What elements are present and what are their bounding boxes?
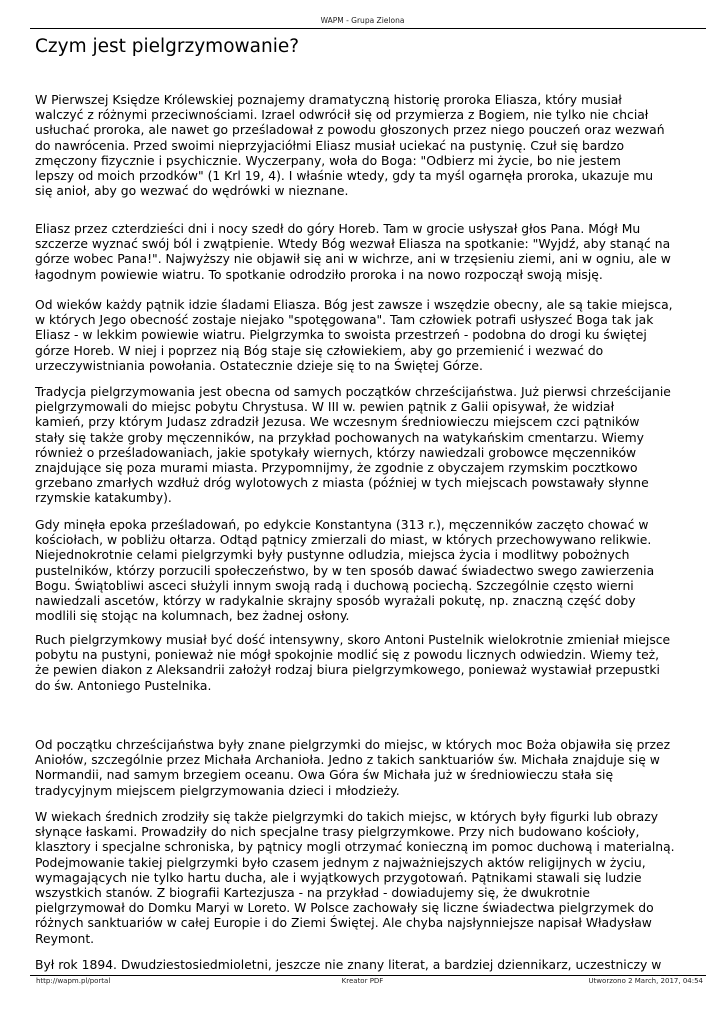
text-line: Eliasz przez czterdzieści dni i nocy szedł do góry Horeb. Tam w grocie usłyszał głos Pana. Mógł Mu — [35, 222, 641, 236]
text-line: znajdujące się poza murami miasta. Przypomnijmy, że zgodnie z obyczajem rzymskim pocztkowo — [35, 461, 638, 476]
text-line: pustelników, którzy porzucili społeczeństwo, by w ten sposób dawać świadectwo swego zawierzenia — [35, 563, 655, 578]
text-line: w których Jego obecność zostaje niejako "spotęgowana". Tam człowiek potrafi usłyszeć Boga tak jak — [35, 313, 654, 328]
paragraph — [35, 958, 690, 973]
paragraph — [35, 385, 690, 507]
text-line: Ruch pielgrzymkowy musiał być dość intensywny, skoro Antoni Pustelnik wielokrotnie zmieniał miejsce — [35, 633, 671, 647]
text-line: wymagających nie tylko hartu ducha, ale i wyjątkowych przygotowań. Pątnikami stawali się ludzie — [35, 870, 642, 885]
text-line: górze Horeb. W niej i poprzez nią Bóg staje się człowiekiem, aby go przemienić i wezwać do — [35, 343, 604, 358]
header-rule — [30, 28, 706, 29]
text-line: tradycyjnym miejscem pielgrzymowania dzieci i młodzieży. — [35, 783, 400, 798]
text-line: kościołach, w pobliżu ołtarza. Odtąd pątnicy zmierzali do miast, w których przechowywano relikwie. — [35, 533, 652, 548]
paragraph — [35, 738, 690, 799]
paragraph — [35, 222, 690, 283]
text-line: również o prześladowaniach, jakie spotykały wiernych, którzy nawiedzali grobowce męczenników — [35, 445, 637, 460]
text-line: słynące łaskami. Prowadziły do nich specjalne trasy pielgrzymkowe. Przy nich budowano kościoły, — [35, 825, 640, 840]
text-line: Niejednokrotnie celami pielgrzymki były pustynne odludzia, miejsca życia i modlitwy pobożnych — [35, 548, 630, 563]
text-line: Od wieków każdy pątnik idzie śladami Eliasza. Bóg jest zawsze i wszędzie obecny, ale są takie miejsca, — [35, 298, 673, 312]
text-line: lepszy od moich przodków" (1 Krl 19, 4). I właśnie wtedy, gdy ta myśl ogarnęła proroka, ukazuje mu — [35, 169, 654, 184]
text-line: górze wobec Pana!". Najwyższy nie objawił się ani w wichrze, ani w trzęsieniu ziemi, ani w ogniu, ale w — [35, 252, 671, 267]
text-line: szczerze wyznać swój ból i zwątpienie. Wtedy Bóg wezwał Eliasza na spotkanie: "Wyjdź, aby stanąć na — [35, 237, 671, 252]
footer-timestamp: Utworzono 2 March, 2017, 04:54 — [588, 977, 703, 985]
footer-rule — [30, 975, 706, 976]
text-line: Od początku chrześcijaństwa były znane pielgrzymki do miejsc, w których moc Boża objawiła się przez — [35, 738, 671, 752]
text-line: Tradycja pielgrzymowania jest obecna od samych początków chrześcijaństwa. Już pierwsi chrześcijanie — [35, 385, 671, 399]
text-line: łagodnym powiewie wiatru. To spotkanie odrodziło proroka i na nowo rozpoczął swoją misję. — [35, 267, 603, 282]
text-line: klasztory i specjalne schroniska, by pątnicy mogli otrzymać konieczną im pomoc duchową i materialną. — [35, 840, 675, 855]
text-line: do św. Antoniego Pustelnika. — [35, 678, 212, 693]
text-line: do nawrócenia. Przed swoimi nieprzyjaciółmi Eliasz musiał uciekać na pustynię. Czuł się bardzo — [35, 138, 625, 153]
text-line: Był rok 1894. Dwudziestosiedmioletni, jeszcze nie znany literat, a bardziej dziennikarz, uczestniczy w — [35, 958, 662, 972]
text-line: kamień, przy którym Judasz zdradził Jezusa. We wczesnym średniowieczu miejscem czci pątników — [35, 415, 640, 430]
paragraph — [35, 93, 690, 199]
text-line: stały się także groby męczenników, na przykład pochowanych na watykańskim cmentarzu. Wiemy — [35, 430, 644, 445]
text-line: się anioł, aby go wezwać do wędrówki w nieznane. — [35, 184, 349, 199]
text-line: zmęczony fizycznie i psychicznie. Wyczerpany, woła do Boga: "Odbierz mi życie, bo nie jestem — [35, 153, 621, 168]
text-line: W wiekach średnich zrodziły się także pielgrzymki do takich miejsc, w których były figurki lub obrazy — [35, 810, 659, 824]
text-line: walczyć z różnymi przeciwnościami. Izrael odwrócił się od przymierza z Bogiem, nie tylko nie chciał — [35, 108, 649, 123]
paragraph — [35, 298, 690, 374]
text-line: pobytu na pustyni, ponieważ nie mógł spokojnie modlić się z powodu licznych odwiedzin. Wiemy też, — [35, 648, 660, 663]
text-line: Eliasz - w lekkim powiewie wiatru. Pielgrzymka to swoista przestrzeń - podobna do drogi ku świętej — [35, 328, 647, 343]
text-line: Normandii, nad samym brzegiem oceanu. Owa Góra św Michała już w średniowieczu stała się — [35, 768, 614, 783]
text-line: Aniołów, szczególnie przez Michała Archanioła. Jedno z takich sanktuariów św. Michała znajduje się w — [35, 753, 660, 768]
text-line: Podejmowanie takiej pielgrzymki było czasem jednym z najważniejszych aktów religijnych w życiu, — [35, 855, 646, 870]
text-line: Reymont. — [35, 931, 95, 946]
text-line: urzeczywistniania powołania. Ostatecznie dzieje się to na Świętej Górze. — [35, 358, 483, 373]
page-title: Czym jest pielgrzymowanie? — [35, 36, 300, 57]
text-line: wszystkich stanów. Z biografii Kartezjusza - na przykład - dowiadujemy się, że dwukrotnie — [35, 886, 590, 901]
text-line: różnych sanktuariów w całej Europie i do Ziemi Świętej. Ale chyba najsłynniejsze napisał Władysław — [35, 916, 652, 931]
paragraph — [35, 518, 690, 624]
text-line: Bogu. Świątobliwi asceci służyli innym swoją radą i duchową pociechą. Szczególnie często wierni — [35, 578, 634, 593]
text-line: pielgrzymował do Domku Maryi w Loreto. W Polsce zachowały się liczne świadectwa pielgrzymek do — [35, 901, 654, 916]
text-line: rzymskie katakumby). — [35, 491, 172, 506]
text-line: pielgrzymowali do miejsc pobytu Chrystusa. W III w. pewien pątnik z Galii opisywał, że widział — [35, 400, 615, 415]
text-line: Gdy minęła epoka prześladowań, po edykcie Konstantyna (313 r.), męczenników zaczęto chować w — [35, 518, 649, 532]
header-text: WAPM - Grupa Zielona — [320, 16, 405, 25]
text-line: grzebano zmarłych wzdłuż dróg wylotowych z miasta (później w tych miejscach powstawały słynne — [35, 476, 649, 491]
text-line: W Pierwszej Księdze Królewskiej poznajemy dramatyczną historię proroka Eliasza, który musiał — [35, 93, 622, 107]
text-line: usłuchać proroka, ale nawet go prześladował z powodu głoszonych przez niego pouczeń oraz wezwań — [35, 123, 665, 138]
text-line: nawiedzali ascetów, którzy w radykalnie skrajny sposób wyrażali pokutę, np. znaczną część doby — [35, 594, 636, 609]
text-line: modlili się stojąc na kolumnach, bez żadnej osłony. — [35, 609, 350, 624]
paragraph — [35, 810, 690, 947]
paragraph — [35, 633, 690, 694]
footer-url-link[interactable]: http://wapm.pl/portal — [36, 977, 111, 985]
text-line: że pewien diakon z Aleksandrii założył rodzaj biura pielgrzymkowego, ponieważ wystawiał przepustki — [35, 663, 660, 678]
footer-generator: Kreator PDF — [341, 977, 384, 985]
